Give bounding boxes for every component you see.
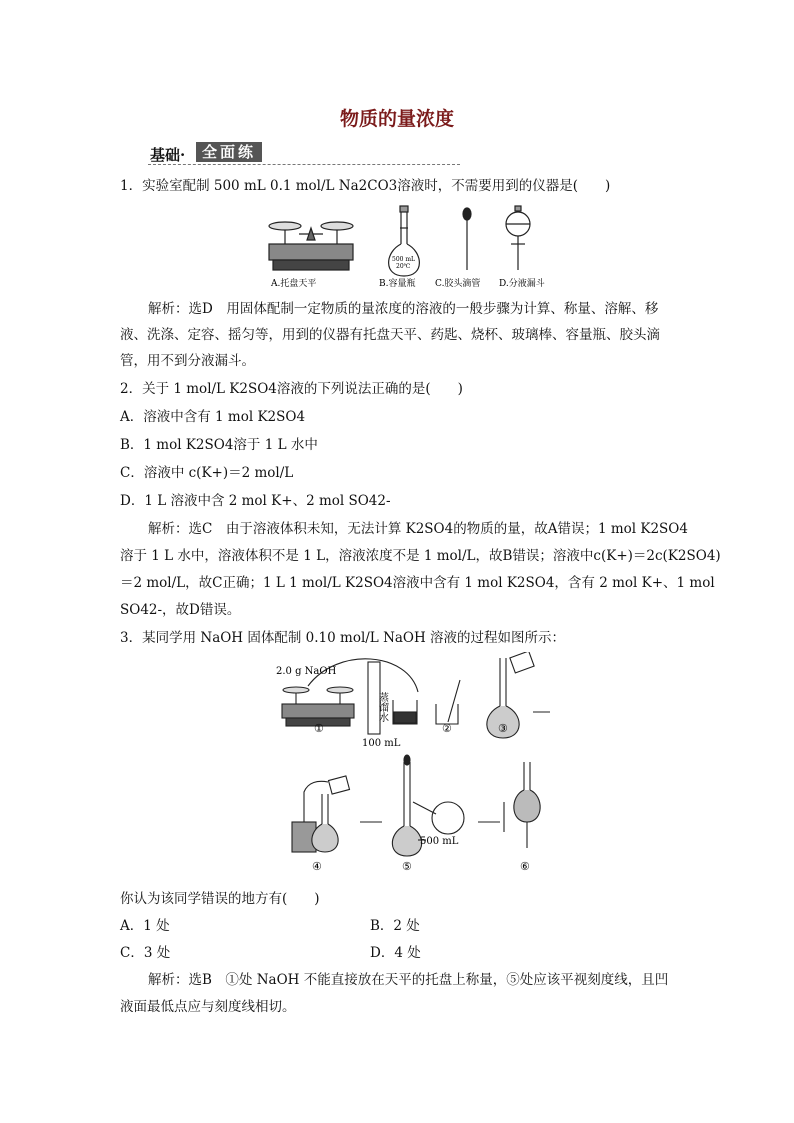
q1-stem: 1．实验室配制 500 mL 0.1 mol/L Na2CO3溶液时，不需要用到的仪器是( )	[120, 178, 611, 194]
q2-analysis-line1: 解析：选C 由于溶液体积未知，无法计算 K2SO4的物质的量，故A错误；1 mol K2SO4	[148, 521, 688, 537]
dropper-image	[463, 208, 471, 270]
fig-100ml-label: 100 mL	[362, 738, 401, 749]
q1-label-c: C.胶头滴管	[435, 279, 481, 289]
q2-option-a: A．溶液中含有 1 mol K2SO4	[120, 409, 306, 425]
q3-analysis-line2: 液面最低点应与刻度线相切。	[120, 999, 296, 1015]
fig-500ml-label: 500 mL	[420, 836, 459, 847]
fig-water-label: 蒸馏水	[376, 692, 388, 722]
q1-analysis-line3: 管，用不到分液漏斗。	[120, 353, 255, 369]
q2-stem: 2．关于 1 mol/L K2SO4溶液的下列说法正确的是( )	[120, 381, 463, 397]
q2-analysis-line4: SO42-，故D错误。	[120, 602, 241, 618]
step-2-label: ②	[442, 722, 452, 735]
flask-mark-1: 500 mL	[392, 256, 416, 263]
q1-label-a: A.托盘天平	[271, 279, 317, 289]
q3-question: 你认为该同学错误的地方有( )	[120, 891, 320, 907]
q1-figure	[255, 204, 575, 290]
step-5-label: ⑤	[402, 860, 412, 873]
q1-analysis-line1: 解析：选D 用固体配制一定物质的量浓度的溶液的一般步骤为计算、称量、溶解、移	[148, 301, 659, 317]
section-label: 基础·	[150, 146, 186, 164]
step-6-label: ⑥	[520, 860, 530, 873]
fig-naoh-label: 2.0 g NaOH	[276, 666, 337, 677]
funnel-image	[506, 206, 530, 270]
q3-option-a: A．1 处	[120, 918, 170, 934]
q2-option-b: B．1 mol K2SO4溶于 1 L 水中	[120, 437, 318, 453]
section-badge: 全面练	[196, 142, 262, 162]
step-1-label: ①	[314, 722, 324, 735]
q3-option-c: C．3 处	[120, 945, 171, 961]
step-4-label: ④	[312, 860, 322, 873]
q2-option-d: D．1 L 溶液中含 2 mol K+、2 mol SO42-	[120, 493, 391, 509]
section-header	[148, 142, 460, 164]
q3-stem: 3．某同学用 NaOH 固体配制 0.10 mol/L NaOH 溶液的过程如图所示：	[120, 630, 566, 646]
page-title: 物质的量浓度	[339, 108, 454, 130]
q1-analysis-line2: 液、洗涤、定容、摇匀等，用到的仪器有托盘天平、药匙、烧杯、玻璃棒、容量瓶、胶头滴	[120, 327, 660, 343]
balance-image	[269, 222, 353, 270]
section-divider	[148, 164, 460, 165]
q3-option-d: D．4 处	[370, 945, 421, 961]
q2-analysis-line3: ＝2 mol/L，故C正确；1 L 1 mol/L K2SO4溶液中含有 1 mol K2SO4，含有 2 mol K+、1 mol	[120, 575, 715, 591]
q3-analysis-line1: 解析：选B ①处 NaOH 不能直接放在天平的托盘上称量，⑤处应该平视刻度线，且凹	[148, 972, 669, 988]
q2-option-c: C．溶液中 c(K+)＝2 mol/L	[120, 465, 294, 481]
q1-label-b: B.容量瓶	[379, 279, 416, 289]
q3-option-b: B．2 处	[370, 918, 420, 934]
step-3-label: ③	[498, 722, 508, 735]
q2-analysis-line2: 溶于 1 L 水中，溶液体积不是 1 L，溶液浓度不是 1 mol/L，故B错误；溶液中c(K+)＝2c(K2SO4)	[120, 548, 721, 564]
q3-figure	[268, 652, 558, 878]
q1-label-d: D.分液漏斗	[499, 279, 545, 289]
flask-mark-2: 20℃	[396, 263, 411, 270]
